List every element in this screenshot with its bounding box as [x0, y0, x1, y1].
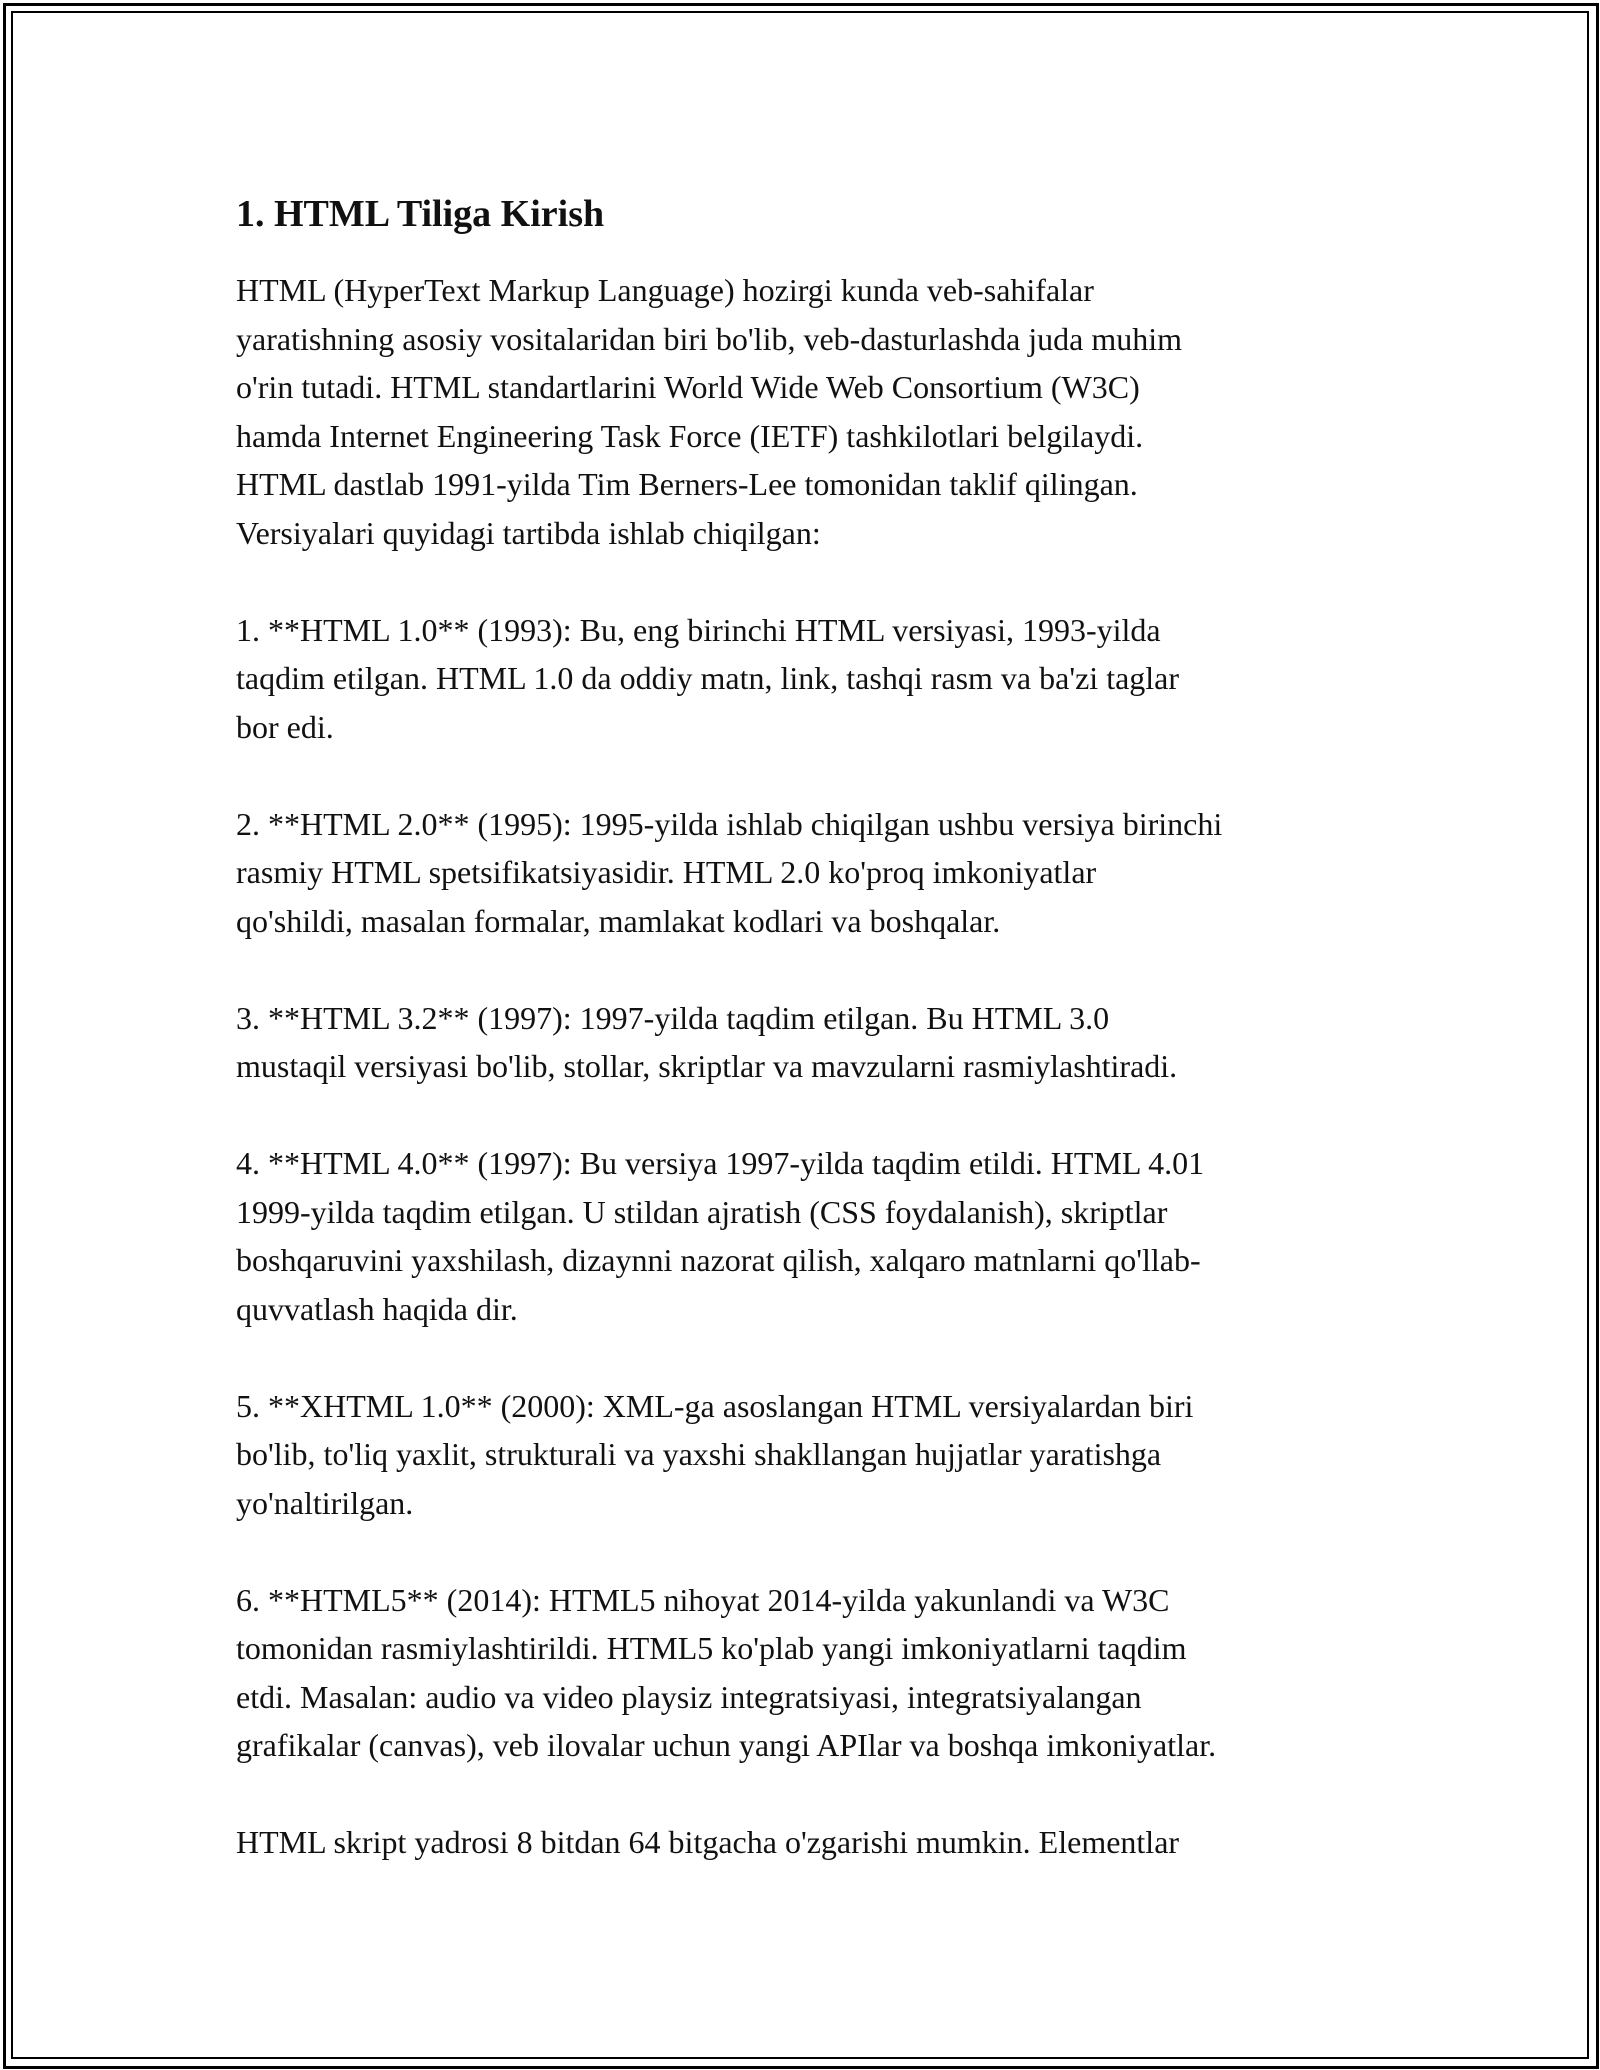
paragraph-html-1-0	[236, 606, 1396, 752]
paragraph-intro	[236, 266, 1396, 557]
text-line: yaratishning asosiy vositalaridan biri bo'lib, veb-dasturlashda juda muhim	[236, 320, 1183, 357]
paragraph-gap	[236, 557, 1396, 606]
text-line: 1999-yilda taqdim etilgan. U stildan ajratish (CSS foydalanish), skriptlar	[236, 1193, 1168, 1230]
text-line: bo'lib, to'liq yaxlit, strukturali va yaxshi shakllangan hujjatlar yaratishga	[236, 1436, 1162, 1472]
text-line: 5. **XHTML 1.0** (2000): XML-ga asoslangan HTML versiyalardan biri	[236, 1387, 1194, 1424]
paragraph-html-4-0	[236, 1139, 1396, 1333]
paragraph-gap	[236, 1333, 1396, 1382]
text-line: 1. **HTML 1.0** (1993): Bu, eng birinchi HTML versiyasi, 1993-yilda	[236, 611, 1161, 648]
text-line: hamda Internet Engineering Task Force (IETF) tashkilotlari belgilaydi.	[236, 417, 1144, 454]
paragraph-gap	[236, 1527, 1396, 1576]
text-line: 6. **HTML5** (2014): HTML5 nihoyat 2014-yilda yakunlandi va W3C	[236, 1581, 1170, 1618]
text-line: mustaqil versiyasi bo'lib, stollar, skriptlar va mavzularni rasmiylashtiradi.	[236, 1048, 1178, 1084]
text-line: etdi. Masalan: audio va video playsiz integratsiyasi, integratsiyalangan	[236, 1678, 1142, 1715]
text-line: HTML dastlab 1991-yilda Tim Berners-Lee tomonidan taklif qilingan.	[236, 466, 1138, 502]
paragraph-script-core	[236, 1818, 1396, 1867]
text-line: o'rin tutadi. HTML standartlarini World Wide Web Consortium (W3C)	[236, 369, 1140, 405]
text-line: yo'naltirilgan.	[236, 1484, 414, 1521]
text-line: qo'shildi, masalan formalar, mamlakat kodlari va boshqalar.	[236, 902, 1001, 939]
text-line: grafikalar (canvas), veb ilovalar uchun yangi APIlar va boshqa imkoniyatlar.	[236, 1727, 1217, 1763]
paragraph-gap	[236, 1091, 1396, 1140]
text-line: HTML skript yadrosi 8 bitdan 64 bitgacha o'zgarishi mumkin. Elementlar	[236, 1824, 1180, 1860]
text-line: 2. **HTML 2.0** (1995): 1995-yilda ishlab chiqilgan ushbu versiya birinchi	[236, 805, 1223, 842]
text-line: taqdim etilgan. HTML 1.0 da oddiy matn, link, tashqi rasm va ba'zi taglar	[236, 660, 1180, 696]
text-line: Versiyalari quyidagi tartibda ishlab chiqilgan:	[236, 514, 821, 551]
section-heading: 1. HTML Tiliga Kirish	[236, 193, 605, 235]
paragraph-html-3-2	[236, 994, 1396, 1091]
text-line: tomonidan rasmiylashtirildi. HTML5 ko'plab yangi imkoniyatlarni taqdim	[236, 1630, 1187, 1666]
paragraph-html-2-0	[236, 800, 1396, 946]
paragraph-gap	[236, 1770, 1396, 1819]
text-line: bor edi.	[236, 708, 334, 745]
paragraph-gap	[236, 945, 1396, 994]
text-line: boshqaruvini yaxshilash, dizaynni nazorat qilish, xalqaro matnlarni qo'llab-	[236, 1242, 1201, 1278]
document-content	[236, 180, 1396, 1867]
text-line: 4. **HTML 4.0** (1997): Bu versiya 1997-yilda taqdim etildi. HTML 4.01	[236, 1145, 1205, 1181]
paragraph-gap	[236, 751, 1396, 800]
text-line: HTML (HyperText Markup Language) hozirgi kunda veb-sahifalar	[236, 272, 1094, 308]
paragraph-html5	[236, 1576, 1396, 1770]
text-line: 3. **HTML 3.2** (1997): 1997-yilda taqdim etilgan. Bu HTML 3.0	[236, 999, 1110, 1036]
text-line: quvvatlash haqida dir.	[236, 1290, 518, 1327]
text-line: rasmiy HTML spetsifikatsiyasidir. HTML 2.0 ko'proq imkoniyatlar	[236, 854, 1097, 890]
paragraph-xhtml-1-0	[236, 1382, 1396, 1528]
